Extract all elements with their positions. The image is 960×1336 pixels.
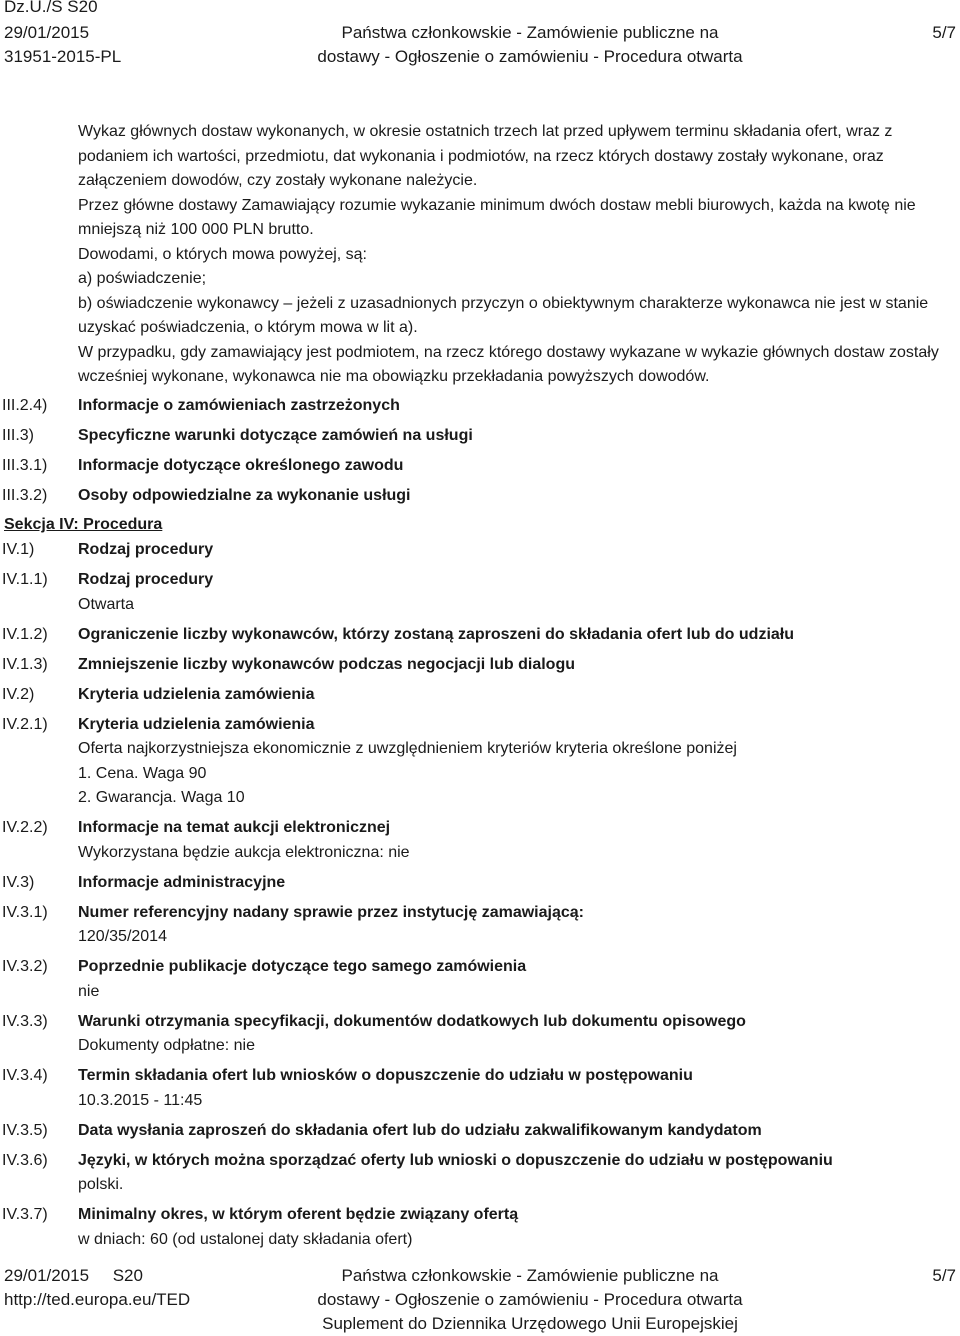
header-title-line1: Państwa członkowskie - Zamówienie publiczne na (341, 23, 719, 42)
section-iii-3-2 (0, 484, 960, 509)
page-footer (0, 1264, 960, 1334)
section-title: Rodzaj procedury (78, 541, 214, 558)
paragraph-evidence-a: a) poświadczenie; (78, 270, 207, 287)
section-title: Osoby odpowiedzialne za wykonanie usługi (78, 486, 411, 504)
criteria-description: Oferta najkorzystniejsza ekonomicznie z uwzględnieniem kryteriów kryteria określone poniżej (78, 740, 737, 757)
section-iv-3 (0, 871, 960, 896)
section-number: IV.3) (2, 873, 35, 891)
header-date: 29/01/2015 (4, 23, 90, 42)
footer-title-line2: dostawy - Ogłoszenie o zamówieniu - Procedura otwarta (317, 1290, 743, 1309)
section-iii-3 (0, 424, 960, 449)
header-page-number: 5/7 (932, 23, 956, 42)
header-journal-ref: Dz.U./S S20 (4, 0, 98, 16)
section-value: nie (78, 982, 100, 1000)
section-title: Data wysłania zaproszeń do składania ofert lub do udziału zakwalifikowanym kandydatom (78, 1121, 762, 1139)
section-iv-1-2 (0, 623, 960, 648)
criteria-price: 1. Cena. Waga 90 (78, 764, 207, 782)
footer-title-line1: Państwa członkowskie - Zamówienie publiczne na (341, 1266, 719, 1285)
section-number: IV.2.2) (2, 819, 48, 836)
paragraph-evidence-exemption: W przypadku, gdy zamawiający jest podmiotem, na rzecz którego dostawy wykazane w wykazie głównych dostaw zostały wcześniej wykonane, wykonawca nie ma obowiązku przekładania powyższych dowodów. (78, 343, 939, 385)
section-title: Kryteria udzielenia zamówienia (78, 715, 315, 733)
section-number: IV.2.1) (2, 715, 48, 733)
section-number: III.3.2) (2, 486, 48, 504)
footer-supplement: Suplement do Dziennika Urzędowego Unii Europejskiej (322, 1314, 738, 1333)
section-title: Informacje o zamówieniach zastrzeżonych (78, 396, 400, 414)
section-title: Warunki otrzymania specyfikacji, dokumentów dodatkowych lub dokumentu opisowego (78, 1012, 746, 1030)
section-title: Poprzednie publikacje dotyczące tego samego zamówienia (78, 958, 527, 975)
section-iv-1-3 (0, 653, 960, 678)
section-number: IV.3.6) (2, 1151, 48, 1169)
section-value: Wykorzystana będzie aukcja elektroniczna: nie (78, 843, 410, 861)
section-iv-3-3 (0, 1010, 960, 1059)
section-number: IV.3.4) (2, 1067, 48, 1084)
paragraph-evidence-intro: Dowodami, o których mowa powyżej, są: (78, 245, 367, 263)
section-title: Numer referencyjny nadany sprawie przez instytucję zamawiającą: (78, 903, 584, 921)
section-title: Informacje dotyczące określonego zawodu (78, 456, 404, 474)
section-title: Termin składania ofert lub wniosków o dopuszczenie do udziału w postępowaniu (78, 1067, 693, 1084)
section-number: IV.2) (2, 685, 35, 703)
section-iv-1 (0, 538, 960, 563)
section-number: IV.3.7) (2, 1206, 48, 1223)
section-value: Dokumenty odpłatne: nie (78, 1037, 255, 1054)
paragraph-main-deliveries-definition: Przez główne dostawy Zamawiający rozumie wykazanie minimum dwóch dostaw mebli biurowych, każda na kwotę nie mniejszą niż 100 000 PLN brutto. (78, 196, 916, 238)
section-title: Kryteria udzielenia zamówienia (78, 685, 315, 703)
paragraph-main-deliveries: Wykaz głównych dostaw wykonanych, w okresie ostatnich trzech lat przed upływem terminu składania ofert, wraz z podaniem ich wartości, przedmiotu, dat wykonania i podmiotów, na rzecz których dostawy zostały wykonane, oraz załączeniem dowodów, czy zostały wykonane należycie. (78, 123, 893, 189)
section-iv-2 (0, 683, 960, 708)
deadline-value: 10.3.2015 - 11:45 (78, 1091, 203, 1109)
section-title: Ograniczenie liczby wykonawców, którzy zostaną zaproszeni do składania ofert lub do udziału (78, 625, 794, 643)
section-iv-heading: Sekcja IV: Procedura (4, 516, 163, 533)
reference-number: 120/35/2014 (78, 928, 167, 945)
section-iv-3-4 (0, 1064, 960, 1113)
paragraph-evidence-b: b) oświadczenie wykonawcy – jeżeli z uzasadnionych przyczyn o obiektywnym charakterze wykonawca nie jest w stanie uzyskać poświadczenia, o którym mowa w lit a). (78, 294, 929, 336)
section-number: IV.1.1) (2, 571, 48, 588)
criteria-warranty: 2. Gwarancja. Waga 10 (78, 789, 245, 806)
header-notice-id: 31951-2015-PL (4, 47, 122, 66)
footer-url: http://ted.europa.eu/TED (4, 1290, 191, 1309)
footer-page-number: 5/7 (932, 1266, 956, 1285)
page-header (0, 0, 960, 70)
section-number: IV.3.2) (2, 958, 48, 975)
section-value: w dniach: 60 (od ustalonej daty składania ofert) (78, 1230, 413, 1248)
section-number: III.3.1) (2, 456, 48, 474)
section-title: Zmniejszenie liczby wykonawców podczas negocjacji lub dialogu (78, 655, 575, 673)
section-title: Minimalny okres, w którym oferent będzie związany ofertą (78, 1206, 519, 1223)
section-iv-3-6 (0, 1149, 960, 1198)
section-number: IV.1.3) (2, 655, 48, 673)
section-iii-3-1 (0, 454, 960, 479)
section-title: Rodzaj procedury (78, 571, 214, 588)
section-number: IV.1) (2, 541, 35, 558)
section-title: Informacje na temat aukcji elektronicznej (78, 819, 391, 836)
section-number: IV.1.2) (2, 625, 48, 643)
section-title: Języki, w których można sporządzać oferty lub wnioski o dopuszczenie do udziału w postępowaniu (78, 1151, 833, 1169)
section-iv-2-1 (0, 713, 960, 811)
footer-date: 29/01/2015 S20 (4, 1266, 143, 1285)
section-title: Specyficzne warunki dotyczące zamówień na usługi (78, 426, 473, 444)
header-title-line2: dostawy - Ogłoszenie o zamówieniu - Procedura otwarta (317, 47, 743, 66)
languages-value: polski. (78, 1176, 124, 1193)
section-number: IV.3.3) (2, 1012, 48, 1030)
section-number: III.3) (2, 426, 35, 444)
section-iv-3-1 (0, 901, 960, 950)
section-iv-2-2 (0, 816, 960, 865)
section-iv-3-5 (0, 1119, 960, 1144)
section-title: Informacje administracyjne (78, 873, 286, 891)
section-iv-3-2 (0, 955, 960, 1004)
document-body (0, 120, 960, 1252)
section-number: III.2.4) (2, 396, 48, 414)
section-iv-1-1 (0, 568, 960, 617)
section-number: IV.3.5) (2, 1121, 48, 1139)
section-iii-2-4 (0, 394, 960, 419)
section-number: IV.3.1) (2, 903, 48, 921)
section-iv-3-7 (0, 1203, 960, 1252)
section-value: Otwarta (78, 595, 135, 613)
